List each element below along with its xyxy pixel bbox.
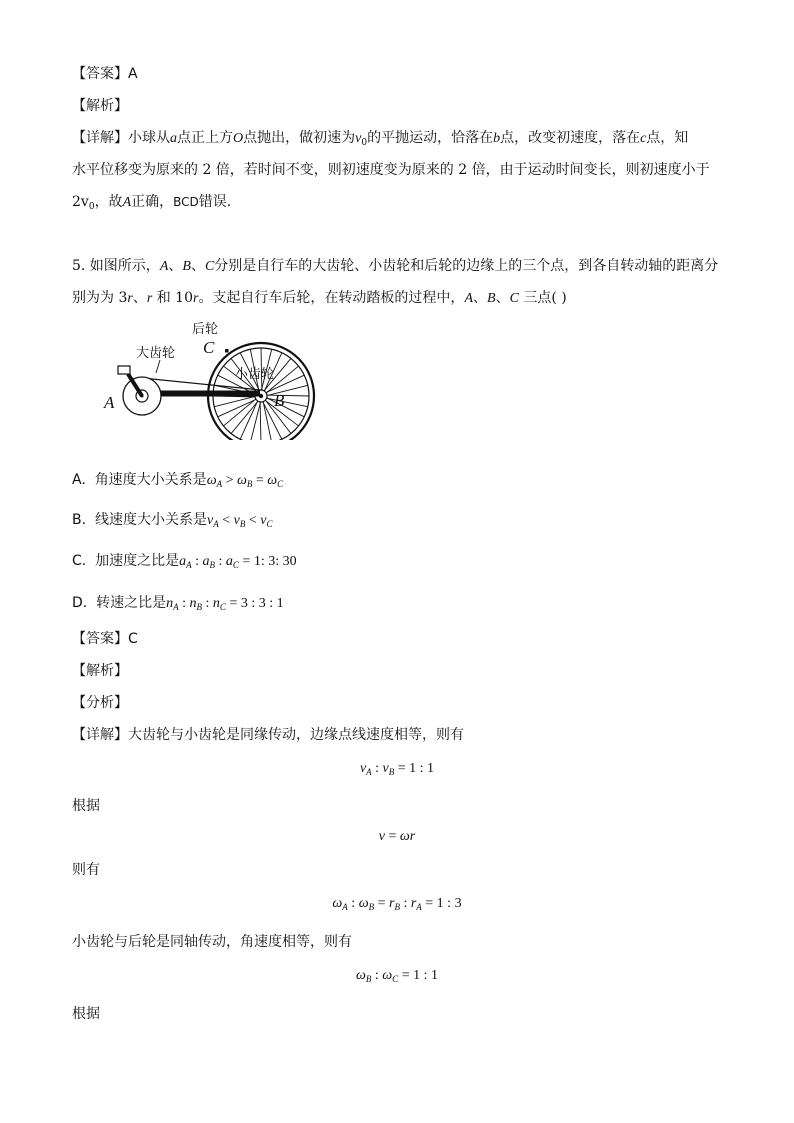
detail2-line-2: 小齿轮与后轮是同轴传动，角速度相等，则有 [72, 934, 352, 950]
radius-symbol: r [192, 291, 199, 306]
point-c: c [640, 131, 647, 146]
detail-text: 点，知 [646, 130, 689, 146]
spoke [214, 396, 256, 406]
option-math: $a_A$ : $a_B$ : $a_C = 1$: 3: 30 [179, 554, 297, 570]
radius-symbol: r [146, 291, 153, 306]
option-ref-bcd: BCD [173, 195, 199, 209]
option-text: 转速之比是 [96, 595, 167, 611]
option-a [72, 470, 283, 494]
genju-label-2: 根据 [72, 1006, 100, 1022]
detail-text: 点，改变初速度，落在 [500, 130, 641, 146]
label-point-B: B [274, 391, 285, 410]
answer-label: 【答案】 [72, 66, 128, 82]
answer-line-1 [72, 64, 138, 84]
answer-value: A [128, 66, 138, 82]
detail-line-3 [72, 192, 231, 217]
detail-label: 【详解】 [72, 130, 128, 146]
detail-text: 点抛出，做初速为 [243, 130, 356, 146]
spoke [266, 385, 308, 395]
spoke [260, 401, 261, 440]
point-C-marker [225, 349, 229, 353]
fenxi-label: 【分析】 [72, 695, 128, 711]
detail-text: 错误. [198, 194, 232, 210]
separator: 、 [168, 258, 183, 274]
detail-text: 点正上方 [177, 130, 233, 146]
answer-line-2 [72, 629, 138, 649]
option-letter: C. [72, 553, 87, 569]
option-b [72, 510, 272, 534]
genju-label-1: 根据 [72, 798, 100, 814]
question-line-2 [72, 288, 567, 309]
spoke [250, 401, 260, 440]
option-math: $v_A < v_B < v_C$ [206, 513, 273, 529]
point-B: B [182, 259, 191, 274]
question-text: 和 10 [152, 290, 193, 306]
point-A: A [464, 291, 473, 306]
question-text: 。支起自行车后轮，在转动踏板的过程中， [198, 290, 465, 306]
separator: 、 [132, 290, 147, 306]
label-point-C: C [203, 338, 215, 357]
equation-omegaA-omegaB: $\omega_A$ : $\omega_B = r_B$ : $r_A = 1$ : 3 [332, 896, 462, 912]
option-letter: B. [72, 512, 87, 528]
equation-v-omega-r: v = ωr [378, 829, 416, 844]
velocity-subscript: 0 [88, 202, 95, 212]
option-text: 角速度大小关系是 [94, 472, 207, 488]
option-text: 加速度之比是 [95, 553, 180, 569]
option-letter: D. [72, 595, 88, 611]
label-rear-wheel: 后轮 [192, 322, 219, 337]
label-point-A: A [104, 393, 115, 412]
big-gear-pointer [156, 360, 160, 373]
separator: 、 [495, 290, 510, 306]
option-text: 线速度大小关系是 [94, 512, 207, 528]
bicycle-gear-figure [98, 318, 318, 440]
separator: 、 [473, 290, 487, 306]
point-a: a [170, 131, 177, 146]
analysis-label-1: 【解析】 [72, 98, 128, 114]
point-b: b [493, 131, 501, 146]
equation-vA-vB: $v_A$ : $v_B = 1$ : 1 [359, 761, 435, 777]
separator: 、 [190, 258, 205, 274]
zeyou-label: 则有 [72, 862, 100, 878]
answer-value: C [128, 631, 138, 647]
point-C: C [204, 259, 215, 274]
pedal [118, 366, 130, 374]
point-o: O [233, 131, 244, 146]
detail-text: 正确， [131, 194, 174, 210]
option-math: $n_A$ : $n_B$ : $n_C = 3$ : 3 : 1 [166, 596, 284, 612]
detail-text: 2v [72, 194, 89, 210]
question-text: 别为为 3 [72, 290, 128, 306]
velocity-subscript: 0 [361, 138, 368, 148]
question-text: 三点( ) [518, 290, 567, 306]
detail-label: 【详解】 [72, 727, 128, 743]
detail-text: ，故 [94, 194, 123, 210]
label-small-gear: 小齿轮 [235, 367, 275, 382]
spoke [266, 395, 309, 396]
detail-line-2: 水平位移变为原来的 2 倍，若时间不变，则初速度变为原来的 2 倍，由于运动时间变长，则初速度小于 [72, 162, 710, 178]
option-letter: A. [72, 472, 86, 488]
velocity-symbol: v [355, 131, 362, 146]
detail-text: 大齿轮与小齿轮是同缘传动，边缘点线速度相等，则有 [128, 727, 464, 743]
radius-symbol: r [127, 291, 133, 306]
detail-text: 小球从 [128, 130, 170, 146]
analysis-label-2: 【解析】 [72, 663, 128, 679]
detail2-line-1 [72, 725, 464, 745]
question-text: 5. 如图所示， [72, 258, 160, 274]
option-c [72, 551, 297, 575]
point-C: C [509, 291, 519, 306]
option-d [72, 593, 284, 617]
option-ref-a: A [122, 195, 132, 210]
point-A: A [159, 259, 169, 274]
detail-text: 的平抛运动，恰落在 [367, 130, 494, 146]
answer-label: 【答案】 [72, 631, 128, 647]
label-big-gear: 大齿轮 [136, 346, 176, 361]
spoke [266, 397, 304, 416]
question-line-1 [72, 256, 718, 277]
point-B: B [487, 291, 496, 306]
equation-omegaB-omegaC: $\omega_B$ : $\omega_C = 1$ : 1 [356, 968, 438, 984]
option-math: $\omega_A > \omega_B = \omega_C$ [206, 473, 284, 489]
question-text: 分别是自行车的大齿轮、小齿轮和后轮的边缘上的三个点，到各自转动轴的距离分 [214, 258, 719, 274]
detail-line-1 [72, 128, 688, 153]
